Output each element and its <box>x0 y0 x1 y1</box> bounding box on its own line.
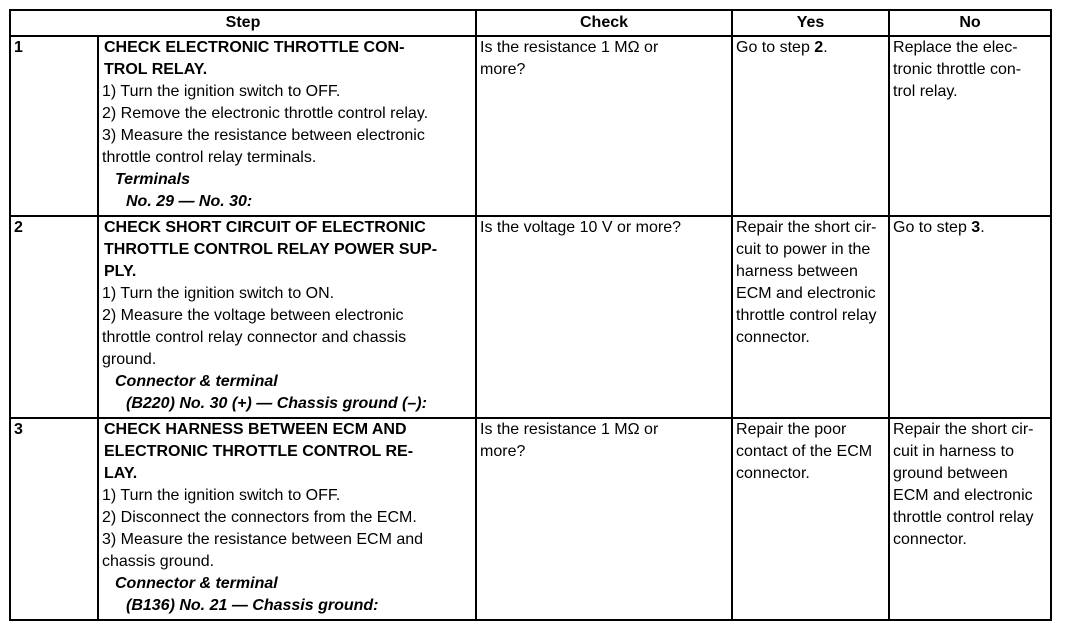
yes-line: cuit to power in the <box>736 241 871 258</box>
no-step-ref: 3 <box>971 219 981 236</box>
check-line: more? <box>480 443 526 460</box>
header-yes: Yes <box>732 10 889 36</box>
yes-cell <box>732 36 889 216</box>
yes-line: Repair the short cir- <box>736 219 877 236</box>
check-cell <box>476 418 732 620</box>
no-line: tronic throttle con- <box>893 61 1022 78</box>
no-text: Go to step <box>893 219 972 236</box>
no-line: Repair the short cir- <box>893 421 1034 438</box>
step-cell <box>98 418 476 620</box>
header-step: Step <box>10 10 476 36</box>
yes-line: connector. <box>736 329 810 346</box>
yes-line: throttle control relay <box>736 307 877 324</box>
step-sub-value: (B136) No. 21 — Chassis ground: <box>126 597 379 614</box>
yes-line: ECM and electronic <box>736 285 876 302</box>
no-line: cuit in harness to <box>893 443 1014 460</box>
no-cell <box>889 418 1051 620</box>
yes-step-ref: 2 <box>814 39 824 56</box>
step-sub-label: Terminals <box>115 171 190 188</box>
step-title-line: THROTTLE CONTROL RELAY POWER SUP- <box>104 241 438 258</box>
step-instruction: 2) Disconnect the connectors from the ECM. <box>102 509 417 526</box>
check-line: Is the resistance 1 MΩ or <box>480 421 659 438</box>
check-line: more? <box>480 61 526 78</box>
yes-line: harness between <box>736 263 858 280</box>
no-cell <box>889 36 1051 216</box>
yes-line: connector. <box>736 465 810 482</box>
step-title-line: CHECK ELECTRONIC THROTTLE CON- <box>104 39 405 56</box>
no-line: ECM and electronic <box>893 487 1033 504</box>
yes-line: Repair the poor <box>736 421 847 438</box>
check-cell <box>476 216 732 418</box>
no-cell <box>889 216 1051 418</box>
table-row <box>10 418 1051 620</box>
yes-cell <box>732 216 889 418</box>
step-instruction: 2) Measure the voltage between electronic <box>102 307 404 324</box>
yes-line: contact of the ECM <box>736 443 873 460</box>
step-title-line: CHECK SHORT CIRCUIT OF ELECTRONIC <box>104 219 426 236</box>
step-instruction: throttle control relay connector and chassis <box>102 329 407 346</box>
step-cell <box>98 36 476 216</box>
no-line: Replace the elec- <box>893 39 1018 56</box>
step-title-line: PLY. <box>104 263 137 280</box>
table-row <box>10 36 1051 216</box>
no-line: connector. <box>893 531 967 548</box>
step-instruction: 1) Turn the ignition switch to ON. <box>102 285 335 302</box>
diagnostic-table <box>9 9 1052 621</box>
step-instruction: chassis ground. <box>102 553 215 570</box>
step-sub-value: No. 29 — No. 30: <box>126 193 253 210</box>
no-text-end: . <box>980 219 985 236</box>
step-instruction: 3) Measure the resistance between ECM and <box>102 531 424 548</box>
check-line: Is the voltage 10 V or more? <box>480 219 682 236</box>
no-line: trol relay. <box>893 83 958 100</box>
step-title-line: ELECTRONIC THROTTLE CONTROL RE- <box>104 443 414 460</box>
step-instruction: ground. <box>102 351 157 368</box>
yes-text: Go to step <box>736 39 815 56</box>
step-number: 3 <box>10 418 98 620</box>
step-title-line: TROL RELAY. <box>104 61 208 78</box>
check-line: Is the resistance 1 MΩ or <box>480 39 659 56</box>
step-instruction: 1) Turn the ignition switch to OFF. <box>102 487 341 504</box>
header-no: No <box>889 10 1051 36</box>
step-instruction: throttle control relay terminals. <box>102 149 317 166</box>
step-title-line: CHECK HARNESS BETWEEN ECM AND <box>104 421 407 438</box>
check-cell <box>476 36 732 216</box>
header-check: Check <box>476 10 732 36</box>
no-line: throttle control relay <box>893 509 1034 526</box>
step-sub-value: (B220) No. 30 (+) — Chassis ground (–): <box>126 395 427 412</box>
step-number: 2 <box>10 216 98 418</box>
step-sub-label: Connector & terminal <box>115 373 278 390</box>
table-row <box>10 216 1051 418</box>
step-cell <box>98 216 476 418</box>
step-title-line: LAY. <box>104 465 138 482</box>
step-number: 1 <box>10 36 98 216</box>
yes-text-end: . <box>823 39 828 56</box>
no-line: ground between <box>893 465 1008 482</box>
step-instruction: 3) Measure the resistance between electronic <box>102 127 425 144</box>
step-instruction: 1) Turn the ignition switch to OFF. <box>102 83 341 100</box>
step-sub-label: Connector & terminal <box>115 575 278 592</box>
yes-cell <box>732 418 889 620</box>
step-instruction: 2) Remove the electronic throttle control relay. <box>102 105 429 122</box>
header-row <box>10 10 1051 36</box>
